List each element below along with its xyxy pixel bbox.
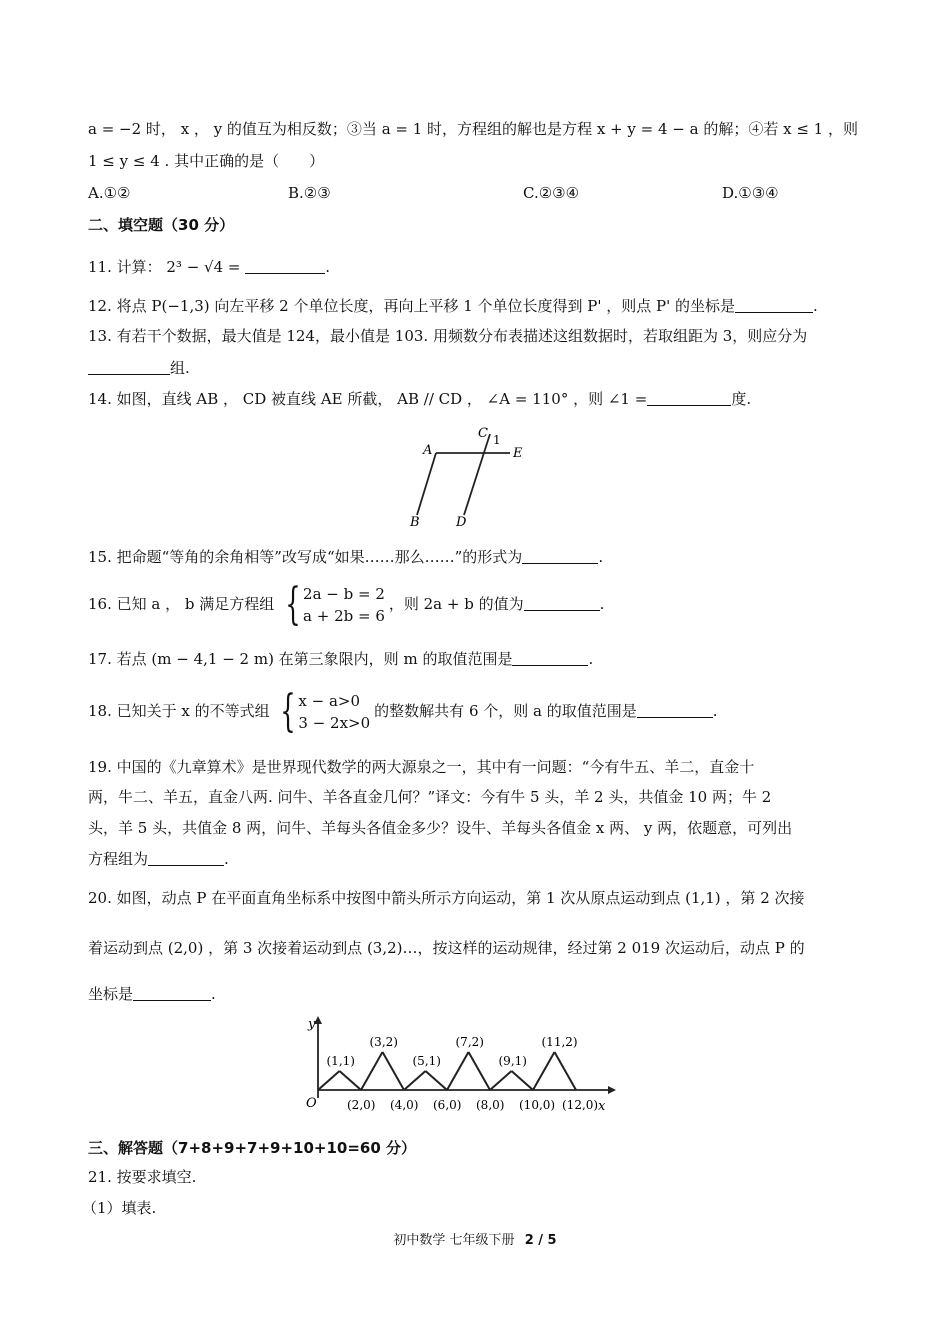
question-19-line-2: 两，牛二、羊五，直金八两. 问牛、羊各直金几何？”译文：今有牛 5 头，羊 2 头，共值金 10 两；牛 2 <box>88 788 772 806</box>
question-13-line-2 <box>88 358 190 378</box>
question-12-end: . <box>813 297 818 315</box>
question-11-end: . <box>325 258 331 276</box>
answer-blank <box>735 298 813 313</box>
base-label: (4,0) <box>390 1098 419 1112</box>
question-10-continuation-line-1: a = −2 时， x ， y 的值互为相反数；③当 a = 1 时，方程组的解也是方程 x + y = 4 − a 的解；④若 x ≤ 1 ，则 <box>88 120 858 138</box>
option-b: B.②③ <box>288 184 331 202</box>
label-b: B <box>410 515 420 530</box>
path-segment <box>533 1052 555 1090</box>
base-labels <box>347 1098 598 1112</box>
answer-blank <box>512 651 588 666</box>
left-brace: { <box>285 579 301 630</box>
answer-blank <box>522 549 598 564</box>
question-21-part-1: （1）填表. <box>82 1199 157 1217</box>
question-11-text: 11. 计算： 2³ − √4 = <box>88 258 246 276</box>
question-13-end: 组. <box>170 359 190 377</box>
answer-blank <box>637 703 713 718</box>
movement-path <box>318 1052 576 1090</box>
question-16 <box>88 579 605 630</box>
section-3-title: 三、解答题（7+8+9+7+9+10+10=60 分） <box>88 1139 417 1157</box>
equation-1: 2a − b = 2 <box>303 585 385 603</box>
question-21: 21. 按要求填空. <box>88 1168 197 1186</box>
path-segment <box>555 1052 577 1090</box>
peak-label: (5,1) <box>412 1054 441 1068</box>
x-axis-arrow <box>608 1086 616 1094</box>
y-axis-label: y <box>308 1017 316 1032</box>
question-12 <box>88 296 818 316</box>
path-segment <box>404 1071 426 1090</box>
answer-blank <box>88 360 170 375</box>
base-label: (12,0) <box>562 1098 599 1112</box>
label-c: C <box>478 426 488 441</box>
question-20-line-3 <box>88 984 216 1004</box>
inequality-2: 3 − 2x>0 <box>298 714 371 732</box>
question-18-pre: 18. 已知关于 x 的不等式组 <box>88 702 270 720</box>
peak-labels <box>327 1035 578 1068</box>
question-20-line-1: 20. 如图，动点 P 在平面直角坐标系中按图中箭头所示方向运动，第 1 次从原点运动到点 (1,1) ，第 2 次接 <box>88 889 805 907</box>
question-14-text: 14. 如图，直线 AB ， CD 被直线 AE 所截， AB // CD ， ∠A = 110° ，则 ∠1 = <box>88 390 648 408</box>
path-segment <box>426 1071 448 1090</box>
label-angle-1: 1 <box>493 433 501 447</box>
base-label: (10,0) <box>519 1098 556 1112</box>
equation-2: a + 2b = 6 <box>303 607 385 625</box>
page-footer <box>0 1229 950 1248</box>
base-label: (2,0) <box>347 1098 376 1112</box>
option-c: C.②③④ <box>523 184 580 202</box>
peak-label: (7,2) <box>455 1035 484 1049</box>
question-10-continuation-line-2: 1 ≤ y ≤ 4 . 其中正确的是（ ） <box>88 152 325 170</box>
peak-label: (11,2) <box>541 1035 578 1049</box>
peak-label: (1,1) <box>326 1054 355 1068</box>
parallel-lines-figure <box>400 422 540 532</box>
question-19-line-1: 19. 中国的《九章算术》是世界现代数学的两大源泉之一，其中有一问题：“今有牛五、羊二，直金十 <box>88 758 755 776</box>
path-segment <box>318 1071 340 1090</box>
path-segment <box>340 1071 362 1090</box>
question-19-line-4-text: 方程组为 <box>88 850 149 868</box>
label-e: E <box>513 446 523 461</box>
question-11 <box>88 257 330 277</box>
question-13-line-1: 13. 有若干个数据，最大值是 124，最小值是 103. 用频数分布表描述这组数据时，若取组距为 3，则应分为 <box>88 327 808 345</box>
question-20-line-3-text: 坐标是 <box>88 985 134 1003</box>
answer-blank <box>524 596 600 611</box>
path-segment <box>361 1052 383 1090</box>
path-segment <box>490 1071 512 1090</box>
footer-subject: 初中数学 七年级下册 <box>393 1233 515 1248</box>
question-19-line-4 <box>88 849 229 869</box>
peak-label: (3,2) <box>369 1035 398 1049</box>
x-axis-label: x <box>598 1099 606 1114</box>
path-segment <box>469 1052 491 1090</box>
page-number: 2 / 5 <box>524 1233 557 1248</box>
question-19-end: . <box>224 850 229 868</box>
question-15-end: . <box>598 548 604 566</box>
answer-blank <box>647 391 731 406</box>
question-14-end: 度. <box>731 390 752 408</box>
left-brace: { <box>280 686 297 737</box>
line-cd <box>464 434 490 515</box>
option-a: A.①② <box>88 184 131 202</box>
origin-label: O <box>306 1096 317 1111</box>
inequality-1: x − a>0 <box>298 692 361 710</box>
path-segment <box>447 1052 469 1090</box>
base-label: (8,0) <box>476 1098 505 1112</box>
base-label: (6,0) <box>433 1098 462 1112</box>
question-16-pre: 16. 已知 a ， b 满足方程组 <box>88 595 275 613</box>
question-18-end: . <box>712 702 718 720</box>
label-a: A <box>423 443 433 458</box>
answer-blank <box>148 851 224 866</box>
path-segment <box>512 1071 534 1090</box>
question-20-end: . <box>211 985 216 1003</box>
answer-blank <box>245 259 325 274</box>
question-18 <box>88 686 718 737</box>
line-ab <box>417 453 436 515</box>
equation-system <box>279 579 389 630</box>
inequality-system <box>274 686 374 737</box>
question-20-line-2: 着运动到点 (2,0) ，第 3 次接着运动到点 (3,2)…，按这样的运动规律，经过第 2 019 次运动后，动点 P 的 <box>88 939 805 957</box>
question-15 <box>88 547 603 567</box>
section-2-title: 二、填空题（30 分） <box>88 216 235 234</box>
question-15-text: 15. 把命题“等角的余角相等”改写成“如果……那么……”的形式为 <box>88 548 523 566</box>
path-segment <box>383 1052 405 1090</box>
question-17 <box>88 649 593 669</box>
question-12-text: 12. 将点 P(−1,3) 向左平移 2 个单位长度，再向上平移 1 个单位长度得到 P' ，则点 P' 的坐标是 <box>88 297 736 315</box>
answer-blank <box>133 986 211 1001</box>
question-17-end: . <box>588 650 594 668</box>
question-16-end: . <box>599 595 605 613</box>
question-14 <box>88 389 751 409</box>
question-17-text: 17. 若点 (m − 4,1 − 2 m) 在第三象限内，则 m 的取值范围是 <box>88 650 513 668</box>
label-d: D <box>456 515 467 530</box>
question-18-post: 的整数解共有 6 个，则 a 的取值范围是 <box>374 702 637 720</box>
zigzag-path-figure <box>296 1010 626 1120</box>
peak-label: (9,1) <box>498 1054 527 1068</box>
option-d: D.①③④ <box>722 184 779 202</box>
question-19-line-3: 头，羊 5 头，共值金 8 两，问牛、羊每头各值金多少？设牛、羊每头各值金 x 两、 y 两，依题意，可列出 <box>88 819 793 837</box>
question-16-post: ，则 2a + b 的值为 <box>388 595 524 613</box>
